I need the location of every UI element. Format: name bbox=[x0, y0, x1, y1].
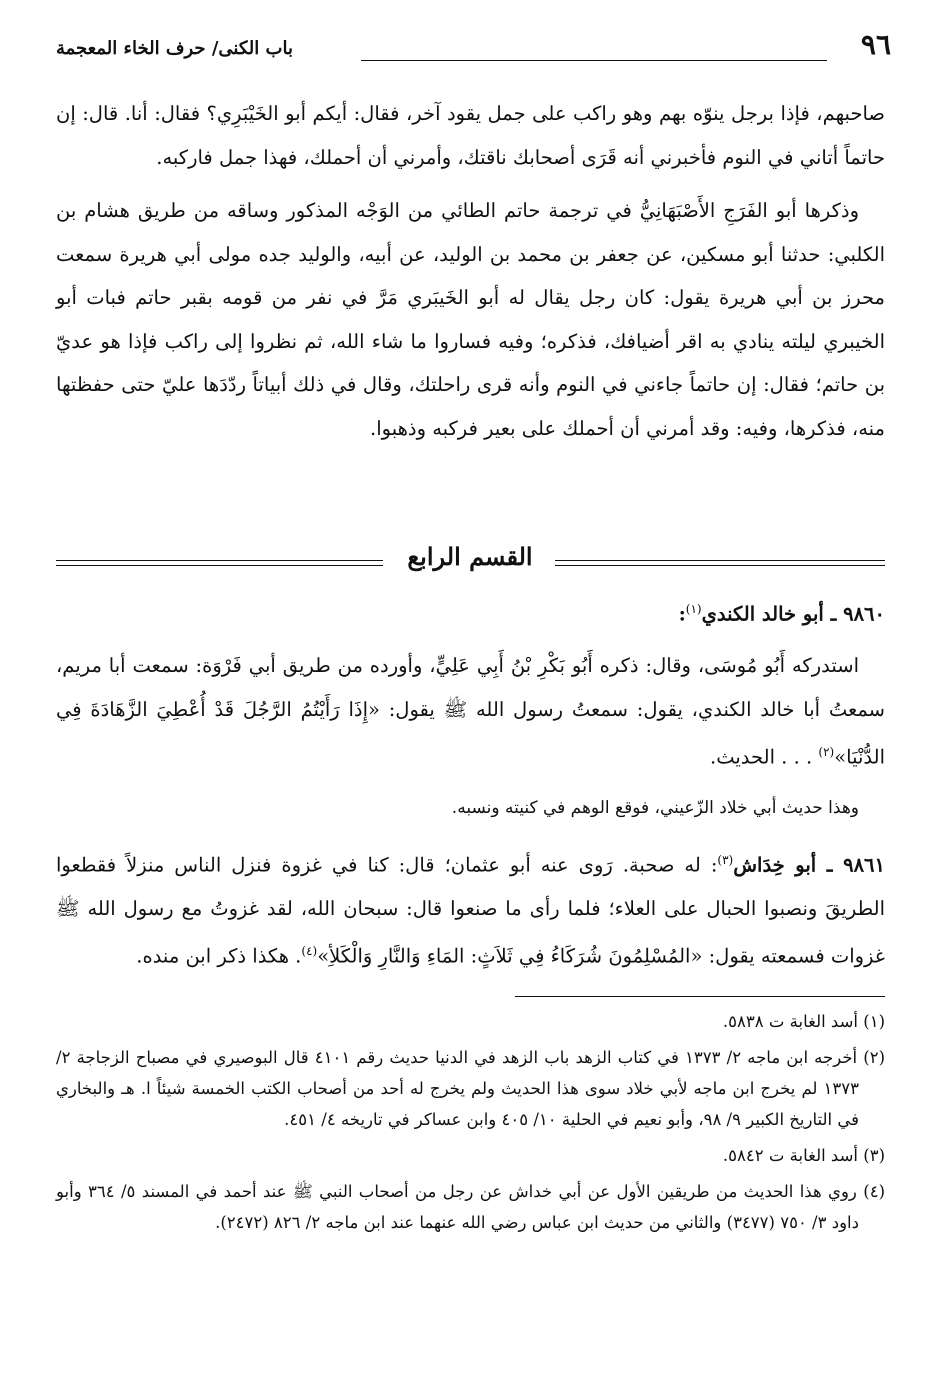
footnote-ref-4: (٤) bbox=[301, 944, 318, 958]
header-rule bbox=[361, 60, 827, 61]
entry-9860-end: . . . الحديث. bbox=[710, 745, 813, 769]
section-title: القسم الرابع bbox=[407, 542, 533, 571]
footnote-3: (٣) أسد الغابة ت ٥٨٤٢. bbox=[722, 1146, 885, 1165]
footnote-rule bbox=[515, 996, 885, 997]
section-rule-right bbox=[555, 560, 885, 566]
entry-9860-text bbox=[56, 644, 885, 779]
entry-9861 bbox=[56, 839, 885, 979]
entry-9861-title: ٩٨٦١ ـ أبو خِدَاش bbox=[733, 853, 885, 876]
entry-9860-body: استدركه أَبُو مُوسَى، وقال: ذكره أَبُو بَكْرِ بْنُ أَبِي عَلِيٍّ، وأورده من طريق أبي فَرْوَة: سمعت أبا مريم، سمعتُ أبا خالد الكندي، يقول: سمعتُ رسول الله ﷺ يقول: «إِذَا رَأَيْتُمُ الرَّجُلَ قَدْ أُعْطِيَ الزَّهَادَةَ فِي الدُّنْيَا» bbox=[56, 654, 885, 769]
entry-9861-body: : له صحبة. رَوى عنه أبو عثمان؛ قال: كنا في غزوة فنزل الناس منزلاً فقطعوا الطريقَ ونصبوا الحبال على العلاء؛ فلما رأى ما صنعوا قال: سبحان الله، لقد غزوتُ مع رسول الله ﷺ غزوات فسمعته يقول: «المُسْلِمُونَ شُرَكَاءُ فِي ثَلاَثٍ: المَاءِ وَالنَّارِ وَالْكَلأِ» bbox=[56, 853, 885, 968]
entry-9861-end: . هكذا ذكر ابن منده. bbox=[136, 944, 302, 968]
entry-9860-heading bbox=[56, 588, 885, 636]
footnotes bbox=[56, 1006, 885, 1243]
paragraph-1: صاحبهم، فإذا برجل ينوّه بهم وهو راكب على جمل يقود آخر، فقال: أيكم أبو الخَيْبَرِي؟ فقال: أنا. قال: إن حاتماً أتاني في النوم فأخبرني أنه قَرَى أصحابك ناقتك، وأمرني أن أحملك، فهذا جمل فاركبه. bbox=[56, 102, 885, 169]
footnote-ref-2: (٢) bbox=[818, 745, 835, 759]
page-number: ٩٦ bbox=[860, 28, 891, 61]
section-heading bbox=[56, 542, 885, 584]
footnote-4: (٤) روي هذا الحديث من طريقين الأول عن أبي خداش عن رجل من أصحاب النبي ﷺ عند أحمد في المسند ٥/ ٣٦٤ وأبو داود ٣/ ٧٥٠ (٣٤٧٧) والثاني من حديث ابن عباس رضي الله عنهما عند ابن ماجه ٢/ ٨٢٦ (٢٤٧٢). bbox=[56, 1182, 885, 1232]
body-text bbox=[56, 92, 885, 460]
entry-9860-colon: : bbox=[678, 602, 686, 626]
footnote-2: (٢) أخرجه ابن ماجه ٢/ ١٣٧٣ في كتاب الزهد باب الزهد في الدنيا حديث رقم ٤١٠١ قال البوصيري في مصباح الزجاجة ٢/ ١٣٧٣ لم يخرج ابن ماجه لأبي خلاد سوى هذا الحديث ولم يخرج له أحد من أصحاب الكتب الخمسة شيئاً ا. هـ والبخاري في التاريخ الكبير ٩/ ٩٨، وأبو نعيم في الحلية ١٠/ ٤٠٥ وابن عساكر في تاريخه ٤/ ٤٥١. bbox=[56, 1048, 886, 1129]
paragraph-2: وذكرها أبو الفَرَجِ الأَصْبَهَانِيُّ في ترجمة حاتم الطائي من الوَجْه المذكور وساقه من طريق هشام بن الكلبي: حدثنا أبو مسكين، عن جعفر بن محمد بن الوليد، عن أبيه، والوليد جده مولى أبي هريرة سمعت محرز بن أبي هريرة يقول: كان رجل يقال له أبو الخَيبَري مَرَّ في نفر من قومه بقبر حاتم فبات أبو الخيبري ليلته ينادي به اقر أضيافك، فذكره؛ وفيه فساروا ما شاء الله، ثم نظروا إلى راكب فإذا هو عديّ بن حاتم؛ فقال: إن حاتماً جاءني في النوم وأنه قرى راحلتك، وقال في ذلك أبياتاً ردّدَها عليّ حتى حفظتها منه، فذكرها، وفيه: وقد أمرني أن أحملك على بعير فركبه وذهبوا. bbox=[56, 199, 885, 440]
entry-9860-title: ٩٨٦٠ ـ أبو خالد الكندي bbox=[701, 602, 885, 626]
section-rule-left bbox=[56, 560, 383, 566]
footnote-ref-1: (١) bbox=[685, 602, 702, 616]
entry-9860-note: وهذا حديث أبي خلاد الزّعيني، فوقع الوهم في كنيته ونسبه. bbox=[451, 798, 859, 818]
entries bbox=[56, 588, 885, 986]
footnote-ref-3: (٣) bbox=[717, 852, 734, 867]
running-title: باب الكنى/ حرف الخاء المعجمة bbox=[56, 38, 293, 59]
footnote-1: (١) أسد الغابة ت ٥٨٣٨. bbox=[722, 1012, 885, 1031]
page-header bbox=[56, 28, 891, 72]
